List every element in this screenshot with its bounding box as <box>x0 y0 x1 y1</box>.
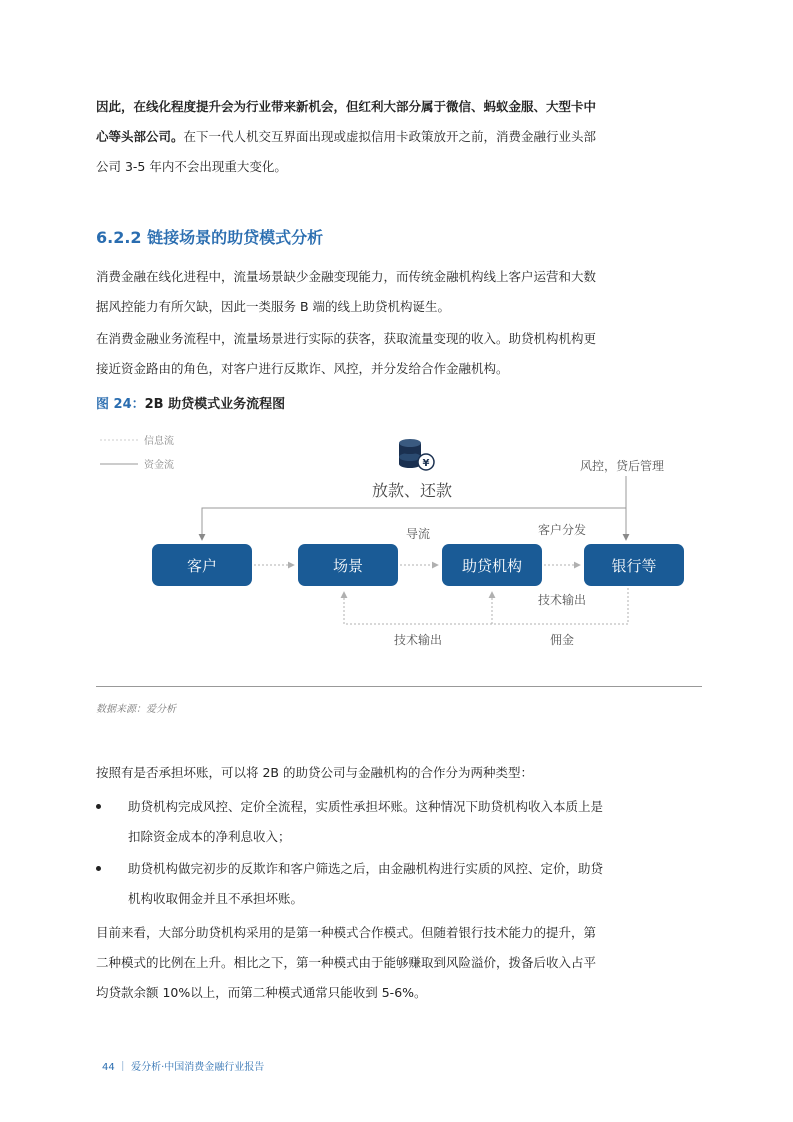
svg-text:¥: ¥ <box>422 458 430 469</box>
tech-output-right-label: 技术输出 <box>537 593 587 607</box>
figure-caption: 2B 助贷模式业务流程图 <box>144 397 286 412</box>
figure-number: 图 24： <box>96 397 145 412</box>
legend-money-label: 资金流 <box>144 460 174 471</box>
commission-label: 佣金 <box>549 633 575 647</box>
node-bank-label: 银行等 <box>611 557 657 575</box>
figure-title <box>96 394 285 416</box>
bullet-item-1 <box>96 792 606 852</box>
data-source: 数据来源：爱分析 <box>96 704 176 715</box>
section-title: 6.2.2 链接场景的助贷模式分析 <box>96 228 324 247</box>
paragraph-2: 在消费金融业务流程中，流量场景进行实际的获客，获取流量变现的收入。助贷机构机构更接近资金路由的角色，对客户进行反欺诈、风控，并分发给合作金融机构。 <box>96 331 597 376</box>
closing-paragraph: 目前来看，大部分助贷机构采用的是第一种模式合作模式。但随着银行技术能力的提升，第二种模式的比例在上升。相比之下，第一种模式由于能够赚取到风险溢价，拨备后收入占平均贷款余额 10%以上，而第二种模式通常只能收到 5-6%。 <box>96 925 597 1000</box>
tech-output-bottom-label: 技术输出 <box>393 633 443 647</box>
guide-label: 导流 <box>405 527 431 541</box>
intro-bold-text: 因此，在线化程度提升会为行业带来新机会，但红利大部分属于微信、蚂蚁金服、大型卡中心等头部公司。 <box>96 99 597 144</box>
after-lead: 按照有是否承担坏账，可以将 2B 的助贷公司与金融机构的合作分为两种类型： <box>96 765 533 780</box>
source-divider <box>96 686 702 687</box>
bullet-text-1: 助贷机构完成风控、定价全流程，实质性承担坏账。这种情况下助贷机构收入本质上是扣除资金成本的净利息收入； <box>128 799 604 844</box>
node-customer <box>152 544 252 586</box>
node-customer-label: 客户 <box>186 557 218 575</box>
node-agency-label: 助贷机构 <box>461 557 523 575</box>
coin-stack-icon <box>399 439 434 470</box>
intro-rest-text: 在下一代人机交互界面出现或虚拟信用卡政策放开之前，消费金融行业头部公司 3-5 年内不会出现重大变化。 <box>96 129 597 174</box>
risk-mgmt-label: 风控，贷后管理 <box>579 459 665 473</box>
page-footer: 44 ｜ 爱分析·中国消费金融行业报告 <box>102 1062 265 1073</box>
customer-dist-label: 客户分发 <box>537 523 587 537</box>
node-bank <box>584 544 684 586</box>
node-scene-label: 场景 <box>332 557 364 575</box>
intro-paragraph <box>96 92 604 182</box>
bullet-item-2 <box>96 854 606 914</box>
node-scene <box>298 544 398 586</box>
paragraph-1: 消费金融在线化进程中，流量场景缺少金融变现能力，而传统金融机构线上客户运营和大数据风控能力有所欠缺，因此一类服务 B 端的线上助贷机构诞生。 <box>96 269 597 314</box>
node-agency <box>442 544 542 586</box>
flow-diagram <box>96 428 706 658</box>
bullet-text-2: 助贷机构做完初步的反欺诈和客户筛选之后，由金融机构进行实质的风控、定价，助贷机构收取佣金并且不承担坏账。 <box>128 861 604 906</box>
legend-info-label: 信息流 <box>144 436 174 447</box>
bullet-dot <box>96 866 101 871</box>
bullet-dot <box>96 804 101 809</box>
loan-repay-label: 放款、还款 <box>371 481 453 500</box>
